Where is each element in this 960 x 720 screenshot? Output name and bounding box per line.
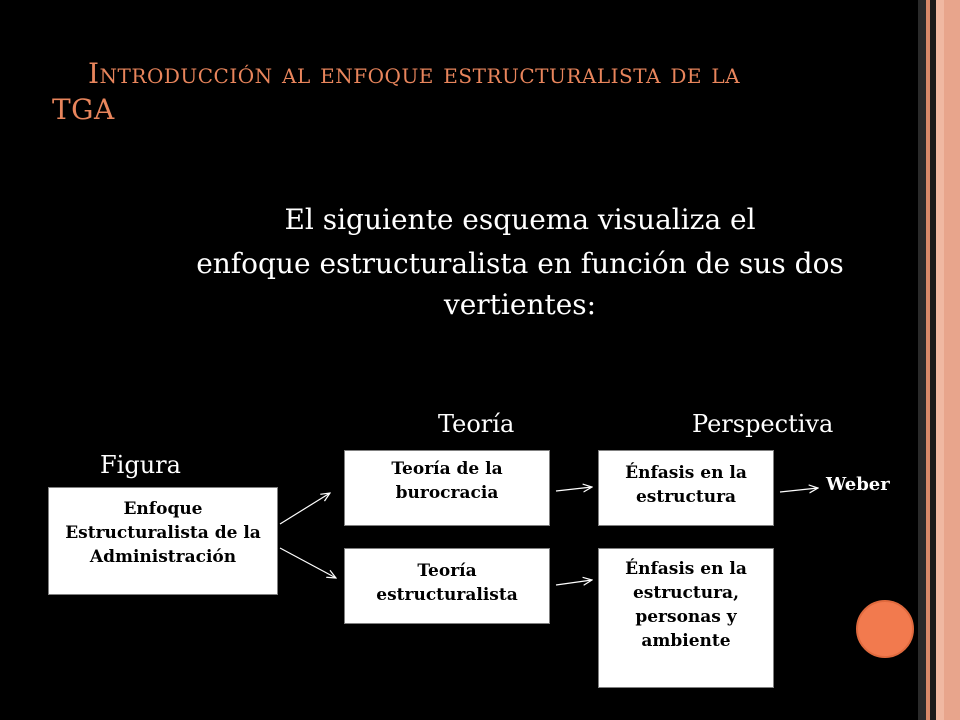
intro-text bbox=[120, 198, 920, 324]
intro-line-1: El siguiente esquema visualiza el bbox=[284, 203, 756, 236]
arrow-estructuralista-to-enfasis bbox=[556, 580, 592, 585]
box-teoria-burocracia: Teoría de la burocracia bbox=[344, 450, 550, 526]
weber-label: Weber bbox=[826, 474, 890, 495]
border-stripe bbox=[944, 0, 960, 720]
box-enfasis-estructura: Énfasis en la estructura bbox=[598, 450, 774, 526]
border-stripe bbox=[918, 0, 926, 720]
decorative-circle bbox=[856, 600, 914, 658]
slide-title-line-2: TGA bbox=[52, 93, 115, 126]
column-label-teoria: Teoría bbox=[438, 410, 515, 438]
slide-title-line-1: Introducción al enfoque estructuralista de la bbox=[88, 57, 741, 90]
border-stripe bbox=[936, 0, 944, 720]
arrow-figura-to-estructuralista bbox=[280, 548, 336, 578]
box-enfoque-estructuralista: Enfoque Estructuralista de la Administración bbox=[48, 487, 278, 595]
column-label-figura: Figura bbox=[100, 451, 181, 479]
box-enfasis-estructura-personas-ambiente: Énfasis en la estructura, personas y ambiente bbox=[598, 548, 774, 688]
slide-title bbox=[52, 56, 912, 128]
column-label-perspectiva: Perspectiva bbox=[692, 410, 834, 438]
arrow-burocracia-to-enfasis bbox=[556, 487, 592, 491]
arrow-figura-to-burocracia bbox=[280, 493, 330, 524]
box-teoria-estructuralista: Teoría estructuralista bbox=[344, 548, 550, 624]
arrow-enfasis-to-weber bbox=[780, 488, 818, 492]
intro-line-3: vertientes: bbox=[443, 288, 597, 321]
intro-line-2: enfoque estructuralista en función de sus dos bbox=[196, 247, 844, 280]
